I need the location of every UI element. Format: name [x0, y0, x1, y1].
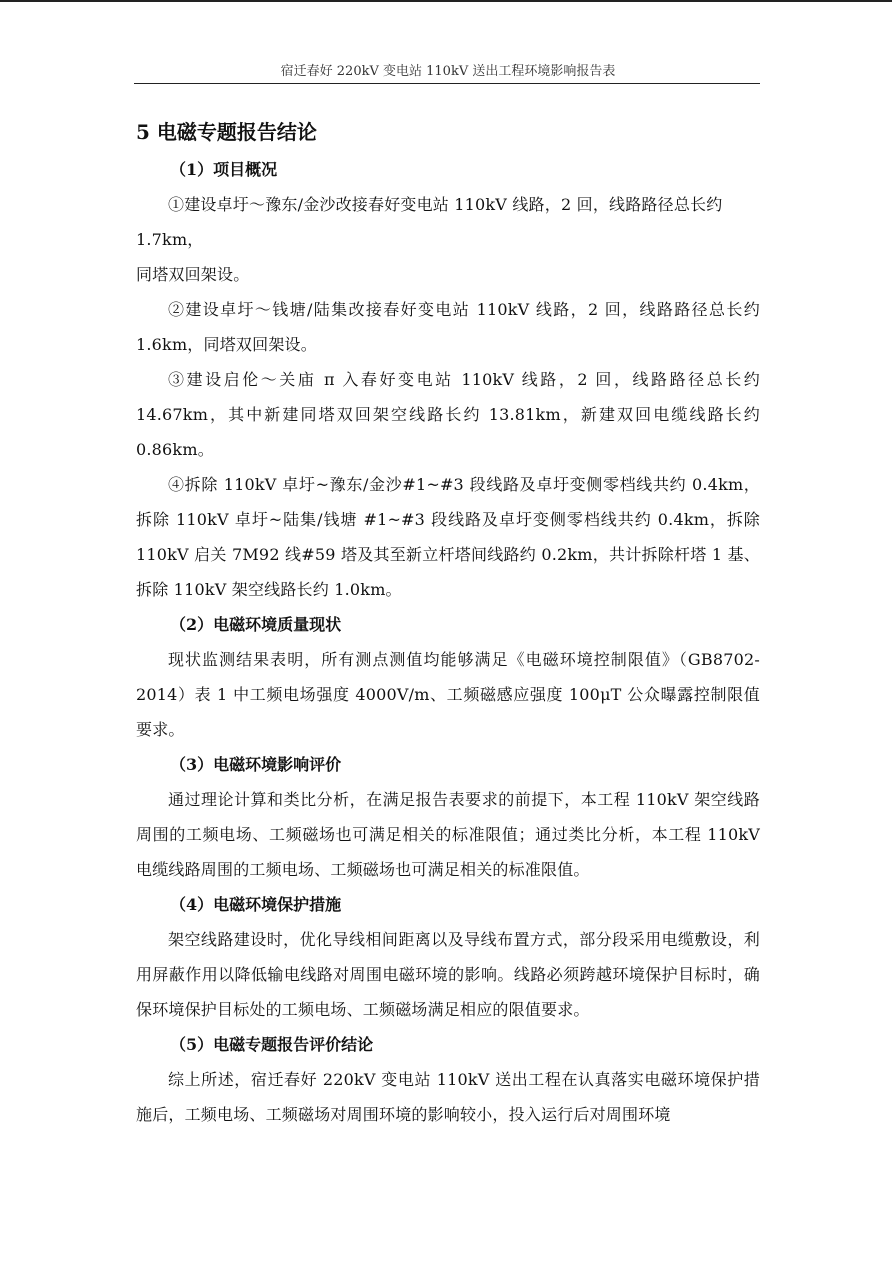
paragraph-protection-measures: 架空线路建设时，优化导线相间距离以及导线布置方式，部分段采用电缆敷设，利用屏蔽作用以降低输电线路对周围电磁环境的影响。线路必须跨越环境保护目标时，确保环境保护目标处的工频电场、工频磁场满足相应的限值要求。 — [136, 930, 760, 1019]
paragraph-item-1: ①建设卓圩～豫东/金沙改接春好变电站 110kV 线路，2 回，线路路径总长约 1.7km， — [136, 195, 723, 249]
paragraph-item-1-cont: 同塔双回架设。 — [136, 265, 250, 284]
document-body — [136, 112, 760, 1132]
section-title: 5 电磁专题报告结论 — [136, 120, 317, 144]
paragraph-impact-assessment: 通过理论计算和类比分析，在满足报告表要求的前提下，本工程 110kV 架空线路周围的工频电场、工频磁场也可满足相关的标准限值；通过类比分析，本工程 110kV 电缆线路周围的工频电场、工频磁场也可满足相关的标准限值。 — [136, 790, 760, 879]
paragraph-conclusion: 综上所述，宿迁春好 220kV 变电站 110kV 送出工程在认真落实电磁环境保护措施后，工频电场、工频磁场对周围环境的影响较小，投入运行后对周围环境 — [136, 1070, 760, 1124]
paragraph-item-3: ③建设启伦～关庙 π 入春好变电站 110kV 线路，2 回，线路路径总长约 14.67km，其中新建同塔双回架空线路长约 13.81km，新建双回电缆线路长约 0.86km。 — [136, 370, 760, 459]
page-top-border — [0, 0, 892, 2]
header-rule — [134, 83, 760, 84]
subsection-heading-conclusion: （5）电磁专题报告评价结论 — [170, 1035, 374, 1054]
paragraph-current-status: 现状监测结果表明，所有测点测值均能够满足《电磁环境控制限值》（GB8702-2014）表 1 中工频电场强度 4000V/m、工频磁感应强度 100μT 公众曝露控制限值要求。 — [136, 650, 760, 739]
subsection-heading-overview: （1）项目概况 — [170, 160, 278, 179]
paragraph-item-2: ②建设卓圩～钱塘/陆集改接春好变电站 110kV 线路，2 回，线路路径总长约 1.6km，同塔双回架设。 — [136, 300, 760, 354]
paragraph-item-4: ④拆除 110kV 卓圩~豫东/金沙#1~#3 段线路及卓圩变侧零档线共约 0.4km，拆除 110kV 卓圩~陆集/钱塘 #1~#3 段线路及卓圩变侧零档线共约 0.4km，拆除 110kV 启关 7M92 线#59 塔及其至新立杆塔间线路约 0.2km，共计拆除杆塔 1 基、拆除 110kV 架空线路长约 1.0km。 — [136, 475, 760, 599]
subsection-heading-protection-measures: （4）电磁环境保护措施 — [170, 895, 342, 914]
subsection-heading-current-status: （2）电磁环境质量现状 — [170, 615, 342, 634]
subsection-heading-impact-assessment: （3）电磁环境影响评价 — [170, 755, 342, 774]
running-header: 宿迁春好 220kV 变电站 110kV 送出工程环境影响报告表 — [280, 64, 616, 79]
